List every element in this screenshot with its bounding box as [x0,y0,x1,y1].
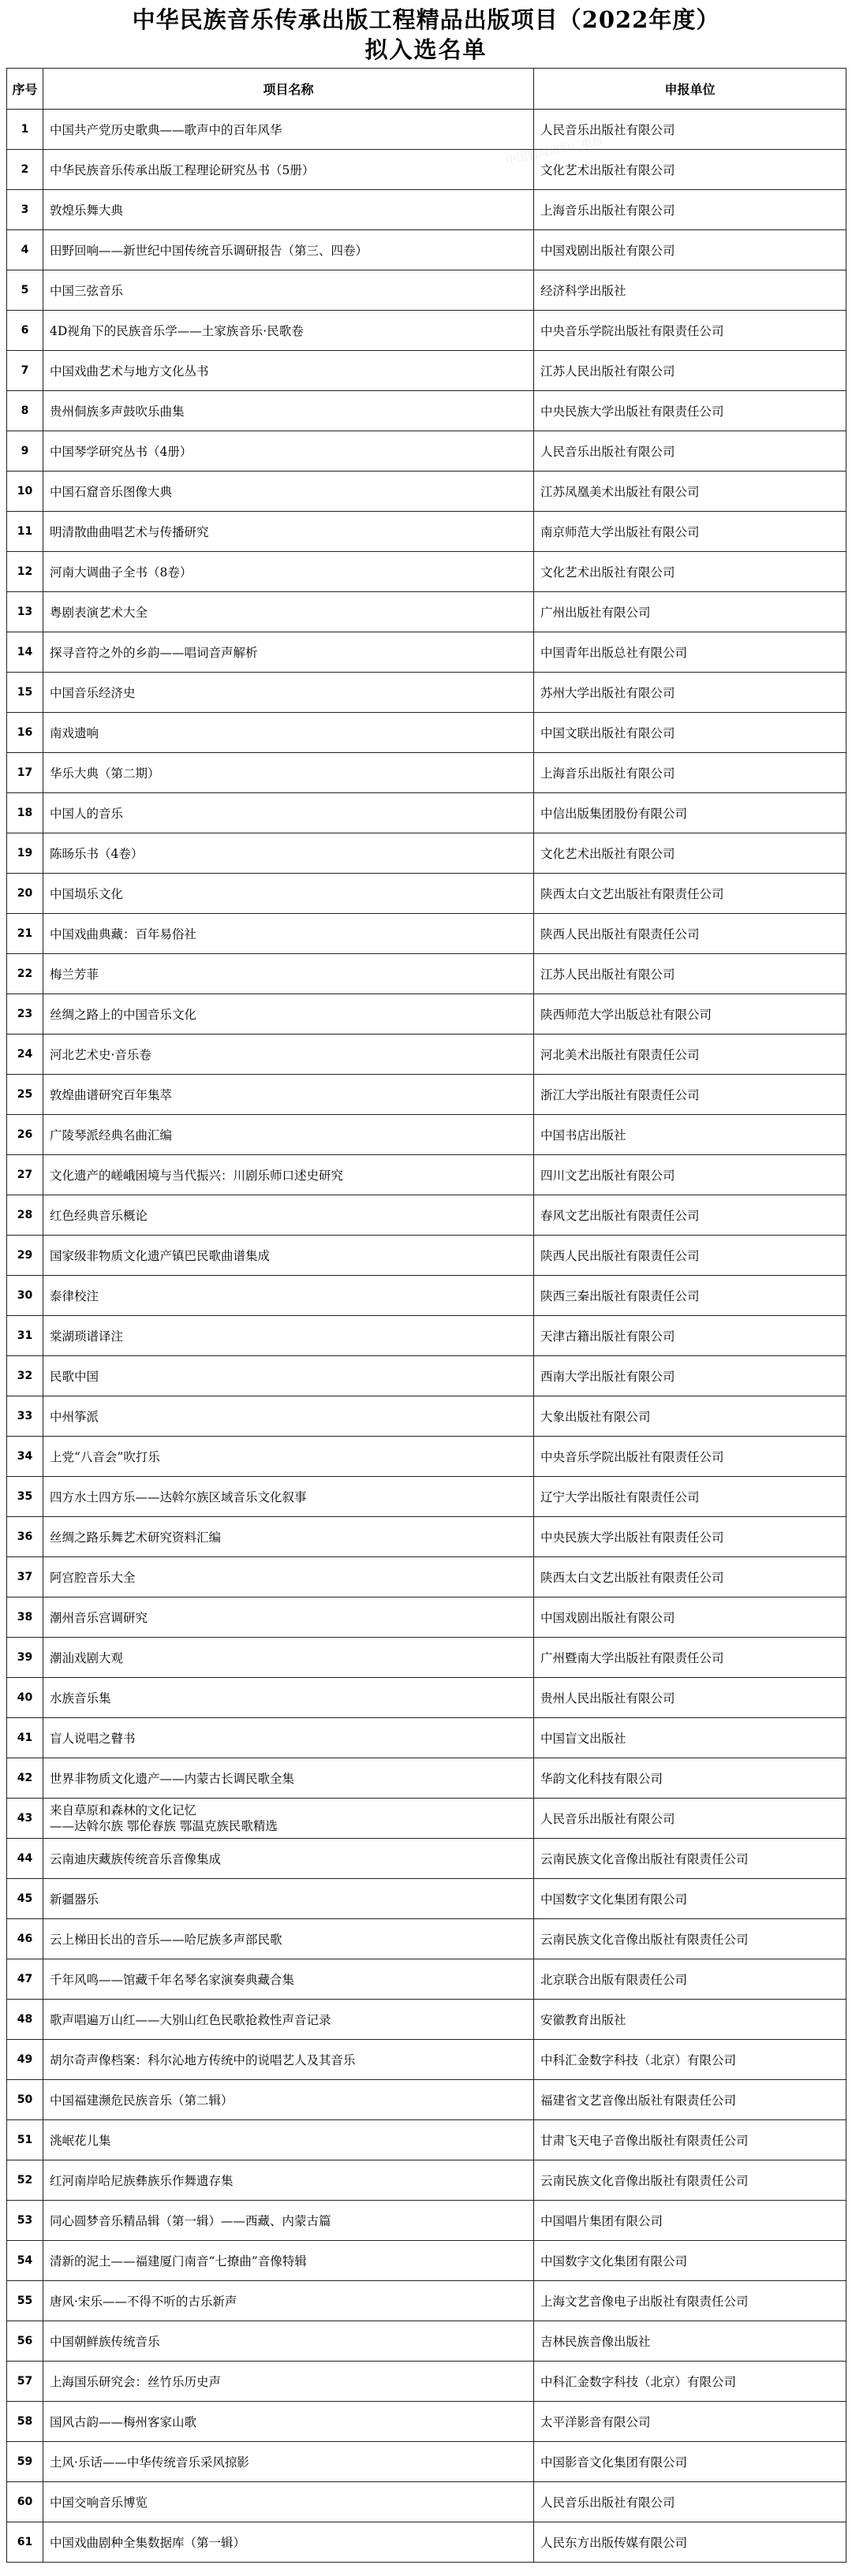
row-number: 42 [7,1758,43,1799]
applicant-unit: 人民音乐出版社有限公司 [534,2482,846,2522]
applicant-unit: 辽宁大学出版社有限责任公司 [534,1477,846,1517]
project-name: 歌声唱遍万山红——大别山红色民歌抢救性声音记录 [43,2000,534,2040]
row-number: 61 [7,2522,43,2563]
row-number: 13 [7,592,43,632]
project-name: 中国戏曲艺术与地方文化丛书 [43,351,534,391]
table-row [7,512,846,552]
table-row [7,230,846,270]
project-list-table [6,68,846,2563]
row-number: 52 [7,2160,43,2201]
project-name: 中国石窟音乐图像大典 [43,472,534,512]
row-number: 17 [7,753,43,793]
table-row [7,713,846,753]
table-row [7,1517,846,1557]
table-row [7,110,846,150]
applicant-unit: 文化艺术出版社有限公司 [534,552,846,592]
table-row [7,1276,846,1316]
table-row [7,2040,846,2080]
project-name: 中国琴学研究丛书（4册） [43,431,534,472]
applicant-unit: 苏州大学出版社有限公司 [534,673,846,713]
table-row [7,1316,846,1356]
header-project-name: 项目名称 [43,69,534,110]
project-name-line: 来自草原和森林的文化记忆 [50,1803,197,1817]
applicant-unit: 甘肃飞天电子音像出版社有限责任公司 [534,2120,846,2160]
project-name: 国家级非物质文化遗产镇巴民歌曲谱集成 [43,1236,534,1276]
applicant-unit: 陕西人民出版社有限责任公司 [534,1236,846,1276]
applicant-unit: 中央民族大学出版社有限责任公司 [534,1517,846,1557]
applicant-unit: 中国数字文化集团有限公司 [534,1879,846,1919]
page-title: 中华民族音乐传承出版工程精品出版项目（2022年度） [132,6,720,33]
applicant-unit: 人民音乐出版社有限公司 [534,431,846,472]
applicant-unit: 河北美术出版社有限责任公司 [534,1035,846,1075]
applicant-unit: 广州暨南大学出版社有限责任公司 [534,1638,846,1678]
table-row [7,311,846,351]
row-number: 5 [7,270,43,311]
project-name: 敦煌曲谱研究百年集萃 [43,1075,534,1115]
table-row [7,2362,846,2402]
table-row [7,793,846,833]
applicant-unit: 贵州人民出版社有限公司 [534,1678,846,1718]
row-number: 26 [7,1115,43,1155]
project-name: 泰律校注 [43,1276,534,1316]
table-row [7,1879,846,1919]
row-number: 2 [7,150,43,190]
row-number: 44 [7,1839,43,1879]
applicant-unit: 中国文联出版社有限公司 [534,713,846,753]
table-row [7,2120,846,2160]
table-row [7,753,846,793]
applicant-unit: 江苏凤凰美术出版社有限公司 [534,472,846,512]
project-name: 中国共产党历史歌典——歌声中的百年风华 [43,110,534,150]
applicant-unit: 天津古籍出版社有限公司 [534,1316,846,1356]
project-name: 同心圆梦音乐精品辑（第一辑）——西藏、内蒙古篇 [43,2201,534,2241]
row-number: 12 [7,552,43,592]
row-number: 37 [7,1557,43,1597]
applicant-unit: 西南大学出版社有限公司 [534,1356,846,1396]
project-name: 千年风鸣——馆藏千年名琴名家演奏典藏合集 [43,1959,534,2000]
row-number: 56 [7,2321,43,2362]
table-row [7,1799,846,1839]
project-name: 文化遗产的嵯峨困境与当代振兴：川剧乐师口述史研究 [43,1155,534,1195]
project-name: 洮岷花儿集 [43,2120,534,2160]
header-no: 序号 [7,69,43,110]
project-name: 中国戏曲典藏：百年易俗社 [43,914,534,954]
row-number: 59 [7,2442,43,2482]
title-block [0,0,852,66]
project-name: 国风古韵——梅州客家山歌 [43,2402,534,2442]
table-row [7,2080,846,2120]
table-row [7,552,846,592]
project-name: 中国交响音乐博览 [43,2482,534,2522]
table-row [7,2482,846,2522]
table-row [7,1597,846,1638]
table-row [7,1356,846,1396]
table-row [7,994,846,1035]
table-row [7,2321,846,2362]
row-number: 18 [7,793,43,833]
table-row [7,833,846,874]
project-name: 棠湖琐谱译注 [43,1316,534,1356]
row-number: 34 [7,1437,43,1477]
applicant-unit: 人民音乐出版社有限公司 [534,1799,846,1839]
table-row [7,592,846,632]
applicant-unit: 中国数字文化集团有限公司 [534,2241,846,2281]
applicant-unit: 中国影音文化集团有限公司 [534,2442,846,2482]
applicant-unit: 上海音乐出版社有限公司 [534,190,846,230]
row-number: 48 [7,2000,43,2040]
row-number: 30 [7,1276,43,1316]
applicant-unit: 云南民族文化音像出版社有限责任公司 [534,1919,846,1959]
project-name: 上党“八音会”吹打乐 [43,1437,534,1477]
row-number: 10 [7,472,43,512]
table-row [7,1115,846,1155]
table-row [7,270,846,311]
applicant-unit: 陕西太白文艺出版社有限责任公司 [534,1557,846,1597]
applicant-unit: 吉林民族音像出版社 [534,2321,846,2362]
project-name: 水族音乐集 [43,1678,534,1718]
table-row [7,351,846,391]
project-name: 贵州侗族多声鼓吹乐曲集 [43,391,534,431]
applicant-unit: 广州出版社有限公司 [534,592,846,632]
table-row [7,2201,846,2241]
table-row [7,1718,846,1758]
row-number: 49 [7,2040,43,2080]
table-row [7,2442,846,2482]
row-number: 11 [7,512,43,552]
table-row [7,954,846,994]
applicant-unit: 中国戏剧出版社有限公司 [534,1597,846,1638]
project-name: 中国朝鲜族传统音乐 [43,2321,534,2362]
applicant-unit: 中央音乐学院出版社有限责任公司 [534,311,846,351]
applicant-unit: 经济科学出版社 [534,270,846,311]
row-number: 36 [7,1517,43,1557]
project-name: 丝绸之路上的中国音乐文化 [43,994,534,1035]
row-number: 7 [7,351,43,391]
row-number: 4 [7,230,43,270]
row-number: 50 [7,2080,43,2120]
table-row [7,1678,846,1718]
project-name: 上海国乐研究会：丝竹乐历史声 [43,2362,534,2402]
table-row [7,2241,846,2281]
row-number: 31 [7,1316,43,1356]
table-row [7,1557,846,1597]
row-number: 3 [7,190,43,230]
project-name: 土风·乐话——中华传统音乐采风掠影 [43,2442,534,2482]
row-number: 8 [7,391,43,431]
row-number: 45 [7,1879,43,1919]
project-name: 潮汕戏剧大观 [43,1638,534,1678]
table-row [7,1035,846,1075]
row-number: 39 [7,1638,43,1678]
project-name: 广陵琴派经典名曲汇编 [43,1115,534,1155]
applicant-unit: 中信出版集团股份有限公司 [534,793,846,833]
table-row [7,1758,846,1799]
project-name [43,1799,534,1839]
project-name: 红色经典音乐概论 [43,1195,534,1236]
applicant-unit: 云南民族文化音像出版社有限责任公司 [534,2160,846,2201]
project-name: 云南迪庆藏族传统音乐音像集成 [43,1839,534,1879]
row-number: 43 [7,1799,43,1839]
table-row [7,914,846,954]
table-row [7,1638,846,1678]
table-row [7,2000,846,2040]
row-number: 20 [7,874,43,914]
project-name: 陈旸乐书（4卷） [43,833,534,874]
project-name: 民歌中国 [43,1356,534,1396]
project-name: 河南大调曲子全书（8卷） [43,552,534,592]
row-number: 57 [7,2362,43,2402]
applicant-unit: 文化艺术出版社有限公司 [534,833,846,874]
table-row [7,2522,846,2563]
applicant-unit: 中国唱片集团有限公司 [534,2201,846,2241]
row-number: 51 [7,2120,43,2160]
table-row [7,2160,846,2201]
row-number: 41 [7,1718,43,1758]
row-number: 19 [7,833,43,874]
project-name: 中国埙乐文化 [43,874,534,914]
project-name: 田野回响——新世纪中国传统音乐调研报告（第三、四卷） [43,230,534,270]
project-name-line: ——达斡尔族 鄂伦春族 鄂温克族民歌精选 [50,1819,278,1833]
applicant-unit: 文化艺术出版社有限公司 [534,150,846,190]
applicant-unit: 北京联合出版有限责任公司 [534,1959,846,2000]
project-name: 明清散曲曲唱艺术与传播研究 [43,512,534,552]
project-name: 四方水土四方乐——达斡尔族区域音乐文化叙事 [43,1477,534,1517]
table-row [7,391,846,431]
row-number: 25 [7,1075,43,1115]
table-row [7,1155,846,1195]
project-name: 胡尔奇声像档案：科尔沁地方传统中的说唱艺人及其音乐 [43,2040,534,2080]
project-name: 中华民族音乐传承出版工程理论研究丛书（5册） [43,150,534,190]
project-name: 丝绸之路乐舞艺术研究资料汇编 [43,1517,534,1557]
row-number: 16 [7,713,43,753]
table-row [7,1236,846,1276]
applicant-unit: 中科汇金数字科技（北京）有限公司 [534,2362,846,2402]
row-number: 15 [7,673,43,713]
applicant-unit: 上海音乐出版社有限公司 [534,753,846,793]
project-name: 南戏遗响 [43,713,534,753]
project-name: 4D视角下的民族音乐学——土家族音乐·民歌卷 [43,311,534,351]
table-row [7,1477,846,1517]
table-row [7,1437,846,1477]
row-number: 28 [7,1195,43,1236]
project-name: 清新的泥土——福建厦门南音“七撩曲”音像特辑 [43,2241,534,2281]
applicant-unit: 陕西师范大学出版总社有限公司 [534,994,846,1035]
project-name: 敦煌乐舞大典 [43,190,534,230]
table-row [7,1195,846,1236]
project-name: 阿宫腔音乐大全 [43,1557,534,1597]
row-number: 1 [7,110,43,150]
applicant-unit: 云南民族文化音像出版社有限责任公司 [534,1839,846,1879]
project-name: 红河南岸哈尼族彝族乐作舞遗存集 [43,2160,534,2201]
applicant-unit: 中科汇金数字科技（北京）有限公司 [534,2040,846,2080]
row-number: 9 [7,431,43,472]
table-row [7,2402,846,2442]
project-name: 河北艺术史·音乐卷 [43,1035,534,1075]
project-name: 世界非物质文化遗产——内蒙古长调民歌全集 [43,1758,534,1799]
applicant-unit: 安徽教育出版社 [534,2000,846,2040]
row-number: 58 [7,2402,43,2442]
project-name: 新疆器乐 [43,1879,534,1919]
row-number: 54 [7,2241,43,2281]
applicant-unit: 人民音乐出版社有限公司 [534,110,846,150]
applicant-unit: 四川文艺出版社有限公司 [534,1155,846,1195]
row-number: 33 [7,1396,43,1437]
row-number: 53 [7,2201,43,2241]
project-name: 盲人说唱之瞽书 [43,1718,534,1758]
applicant-unit: 中国盲文出版社 [534,1718,846,1758]
project-name: 中国人的音乐 [43,793,534,833]
project-name: 中国三弦音乐 [43,270,534,311]
applicant-unit: 人民东方出版传媒有限公司 [534,2522,846,2563]
project-name: 中国福建濒危民族音乐（第二辑） [43,2080,534,2120]
applicant-unit: 太平洋影音有限公司 [534,2402,846,2442]
table-body [7,110,846,2563]
row-number: 27 [7,1155,43,1195]
table-row [7,1959,846,2000]
applicant-unit: 中央音乐学院出版社有限责任公司 [534,1437,846,1477]
applicant-unit: 陕西太白文艺出版社有限责任公司 [534,874,846,914]
row-number: 21 [7,914,43,954]
project-name: 梅兰芳菲 [43,954,534,994]
project-name: 华乐大典（第二期） [43,753,534,793]
row-number: 55 [7,2281,43,2321]
row-number: 38 [7,1597,43,1638]
applicant-unit: 浙江大学出版社有限责任公司 [534,1075,846,1115]
row-number: 46 [7,1919,43,1959]
row-number: 32 [7,1356,43,1396]
row-number: 29 [7,1236,43,1276]
row-number: 35 [7,1477,43,1517]
project-name: 粤剧表演艺术大全 [43,592,534,632]
applicant-unit: 中国青年出版总社有限公司 [534,632,846,673]
applicant-unit: 陕西三秦出版社有限责任公司 [534,1276,846,1316]
table-row [7,1396,846,1437]
table-row [7,150,846,190]
applicant-unit: 上海文艺音像电子出版社有限责任公司 [534,2281,846,2321]
table-row [7,472,846,512]
applicant-unit: 南京师范大学出版社有限公司 [534,512,846,552]
project-name: 唐风·宋乐——不得不听的古乐新声 [43,2281,534,2321]
applicant-unit: 陕西人民出版社有限责任公司 [534,914,846,954]
project-name: 中国戏曲剧种全集数据库（第一辑） [43,2522,534,2563]
table-row [7,2281,846,2321]
table-row [7,431,846,472]
applicant-unit: 江苏人民出版社有限公司 [534,954,846,994]
table-row [7,190,846,230]
applicant-unit: 中国书店出版社 [534,1115,846,1155]
table-row [7,673,846,713]
table-row [7,1919,846,1959]
row-number: 22 [7,954,43,994]
table-row [7,1075,846,1115]
table-row [7,874,846,914]
row-number: 24 [7,1035,43,1075]
applicant-unit: 华韵文化科技有限公司 [534,1758,846,1799]
header-applicant-unit: 申报单位 [534,69,846,110]
applicant-unit: 大象出版社有限公司 [534,1396,846,1437]
row-number: 40 [7,1678,43,1718]
table-row [7,1839,846,1879]
project-name: 云上梯田长出的音乐——哈尼族多声部民歌 [43,1919,534,1959]
watermark: 中国新闻出版广电报 [504,134,605,167]
project-name: 中国音乐经济史 [43,673,534,713]
applicant-unit: 福建省文艺音像出版社有限责任公司 [534,2080,846,2120]
applicant-unit: 江苏人民出版社有限公司 [534,351,846,391]
table-header-row [7,69,846,110]
page-subtitle: 拟入选名单 [364,36,488,63]
project-name: 中州筝派 [43,1396,534,1437]
row-number: 47 [7,1959,43,2000]
applicant-unit: 春风文艺出版社有限责任公司 [534,1195,846,1236]
project-name: 潮州音乐宫调研究 [43,1597,534,1638]
row-number: 60 [7,2482,43,2522]
row-number: 14 [7,632,43,673]
applicant-unit: 中国戏剧出版社有限公司 [534,230,846,270]
applicant-unit: 中央民族大学出版社有限责任公司 [534,391,846,431]
row-number: 23 [7,994,43,1035]
project-name: 探寻音符之外的乡韵——唱词音声解析 [43,632,534,673]
row-number: 6 [7,311,43,351]
table-row [7,632,846,673]
